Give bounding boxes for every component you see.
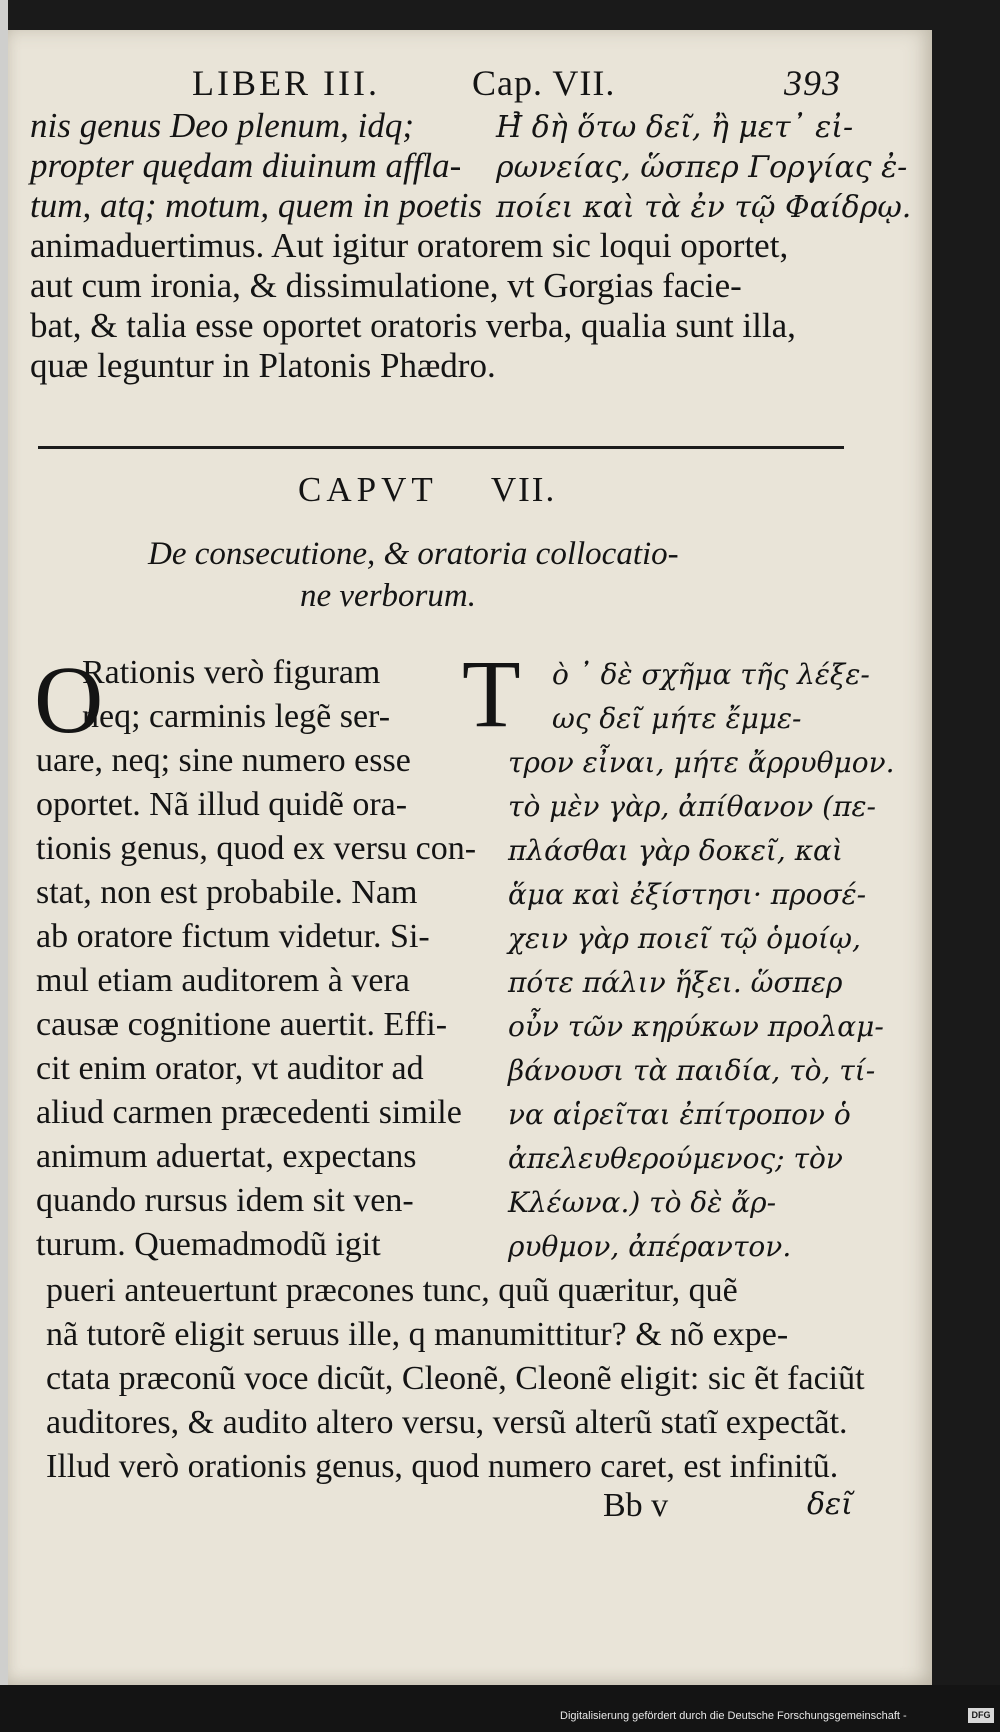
running-head-book: LIBER III. xyxy=(192,63,380,103)
chapter-heading-label: CAPVT xyxy=(298,470,438,509)
chapter-heading xyxy=(298,470,556,510)
signature-mark: Bb v xyxy=(603,1487,669,1524)
body-text-line: quæ leguntur in Platonis Phædro. xyxy=(30,346,496,385)
dfg-logo: DFG xyxy=(968,1708,994,1723)
latin-column-line: Rationis verò figuram xyxy=(82,654,381,691)
body-text-line: bat, & talia esse oportet oratoris verba, qualia sunt illa, xyxy=(30,306,796,345)
greek-column-line: τρον εἶναι, μήτε ἄρρυθμον. xyxy=(508,746,895,779)
latin-column-line: causæ cognitione auertit. Effi- xyxy=(36,1006,448,1043)
greek-column-line: ἀπελευθερούμενος; τὸν xyxy=(508,1142,843,1175)
latin-column-line: uare, neq; sine numero esse xyxy=(36,742,411,779)
greek-column-line: να αἱρεῖται ἐπίτροπον ὁ xyxy=(508,1098,851,1131)
greek-column-line: πότε πάλιν ἥξει. ὥσπερ xyxy=(508,966,843,999)
chapter-subtitle: ne verborum. xyxy=(300,578,476,614)
body-text-line: pueri anteuertunt præcones tunc, quũ quæritur, quẽ xyxy=(46,1272,738,1309)
chapter-heading-number: VII. xyxy=(490,470,557,509)
latin-column-line: quando rursus idem sit ven- xyxy=(36,1182,414,1219)
latin-drop-cap: O xyxy=(34,646,104,753)
page-number: 393 xyxy=(784,63,841,103)
latin-column-line: oportet. Nã illud quidẽ ora- xyxy=(36,786,408,823)
latin-column-line: animum aduertat, expectans xyxy=(36,1138,417,1175)
latin-text-line: nis genus Deo plenum, idq; xyxy=(30,106,414,145)
greek-column-line: ως δεῖ μήτε ἔμμε- xyxy=(552,702,802,735)
latin-column-line: aliud carmen præcedenti simile xyxy=(36,1094,462,1131)
body-text-line: animaduertimus. Aut igitur oratorem sic loqui oportet, xyxy=(30,226,789,265)
running-head-chapter: Cap. VII. xyxy=(472,63,616,103)
greek-column-line: πλάσθαι γὰρ δοκεῖ, καὶ xyxy=(508,834,843,867)
greek-column-line: βάνουσι τὰ παιδία, τὸ, τί- xyxy=(508,1054,876,1087)
greek-text-line: Η̉ δὴ ὅτω δεῖ, ἢ μετ᾽ εἰ- xyxy=(496,110,854,145)
section-divider-rule xyxy=(38,446,844,449)
greek-text-line: ποίει καὶ τὰ ἐν τῷ Φαίδρῳ. xyxy=(496,190,912,225)
greek-column-line: τὸ μὲν γὰρ, ἀπίθανον (πε- xyxy=(508,790,876,823)
greek-column-line: ρυθμον, ἀπέραντον. xyxy=(508,1230,792,1263)
body-text-line: ctata præconũ voce dicũt, Cleonẽ, Cleonẽ eligit: sic ẽt faciũt xyxy=(46,1360,865,1397)
body-text-line: Illud verò orationis genus, quod numero caret, est infinitũ. xyxy=(46,1448,839,1485)
latin-column-line: turum. Quemadmodũ igit xyxy=(36,1226,381,1263)
catchword: δεῖ xyxy=(807,1487,853,1522)
book-page xyxy=(8,30,932,1688)
greek-column-line: Κλέωνα.) τὸ δὲ ἄρ- xyxy=(508,1186,777,1219)
latin-column-line: stat, non est probabile. Nam xyxy=(36,874,418,911)
latin-column-line: ab oratore fictum videtur. Si- xyxy=(36,918,430,955)
digitization-credit: Digitalisierung gefördert durch die Deutsche Forschungsgemeinschaft - xyxy=(560,1710,907,1722)
greek-drop-cap: T xyxy=(462,640,521,747)
latin-column-line: neq; carminis legẽ ser- xyxy=(82,698,391,735)
latin-column-line: cit enim orator, vt auditor ad xyxy=(36,1050,424,1087)
greek-column-line: ὸ ᾿ δὲ σχῆμα τῆς λέξε- xyxy=(552,658,870,691)
body-text-line: auditores, & audito altero versu, versũ alterũ statĩ expectãt. xyxy=(46,1404,848,1441)
greek-column-line: οὖν τῶν κηρύκων προλαμ- xyxy=(508,1010,884,1043)
greek-column-line: ἅμα καὶ ἐξίστησι· προσέ- xyxy=(508,878,867,911)
latin-text-line: propter quędam diuinum affla- xyxy=(30,146,462,185)
latin-column-line: tionis genus, quod ex versu con- xyxy=(36,830,477,867)
chapter-subtitle: De consecutione, & oratoria collocatio- xyxy=(148,536,679,572)
scan-frame-left xyxy=(0,0,8,1732)
body-text-line: nã tutorẽ eligit seruus ille, q manumittitur? & nõ expe- xyxy=(46,1316,789,1353)
scan-frame-bottom xyxy=(0,1685,1000,1732)
latin-column-line: mul etiam auditorem à vera xyxy=(36,962,410,999)
greek-text-line: ρωνείας, ὥσπερ Γοργίας ἐ- xyxy=(496,150,908,185)
greek-column-line: χειν γὰρ ποιεῖ τῷ ὁμοίῳ, xyxy=(508,922,861,955)
latin-text-line: tum, atq; motum, quem in poetis xyxy=(30,186,483,225)
body-text-line: aut cum ironia, & dissimulatione, vt Gorgias facie- xyxy=(30,266,742,305)
